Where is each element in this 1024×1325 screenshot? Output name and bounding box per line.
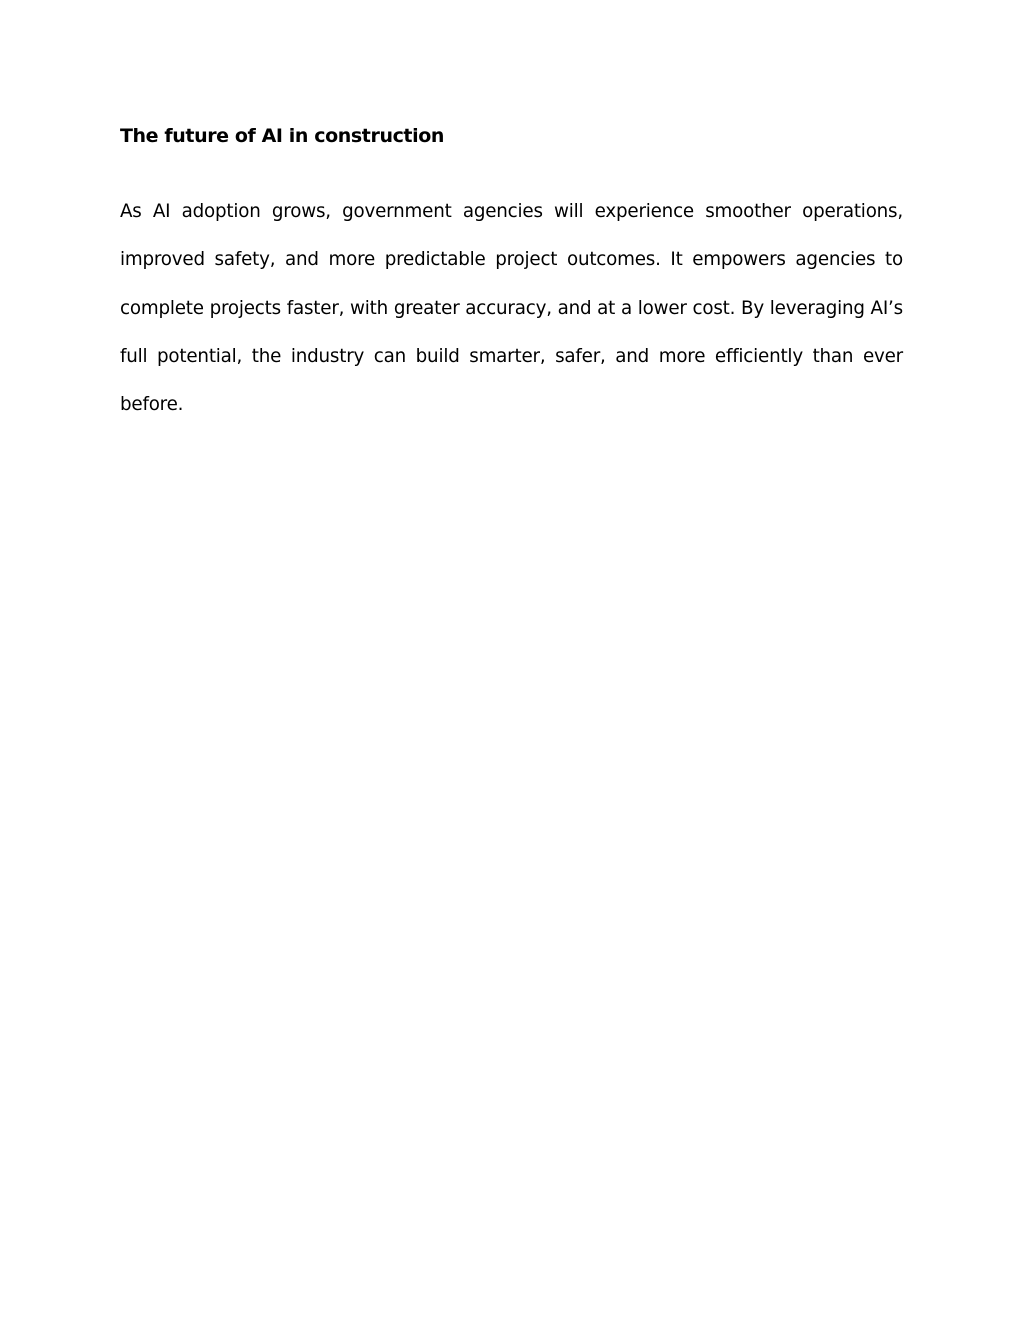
- body-paragraph: As AI adoption grows, government agencies will experience smoother operations, improved safety, and more predictable project outcomes. It empowers agencies to complete projects faster, with greater accuracy, and at a lower cost. By leveraging AI’s full potential, the industry can build smarter, safer, and more efficiently than ever before.: [120, 201, 903, 416]
- document-content: [120, 122, 903, 429]
- section-heading: The future of AI in construction: [120, 125, 445, 147]
